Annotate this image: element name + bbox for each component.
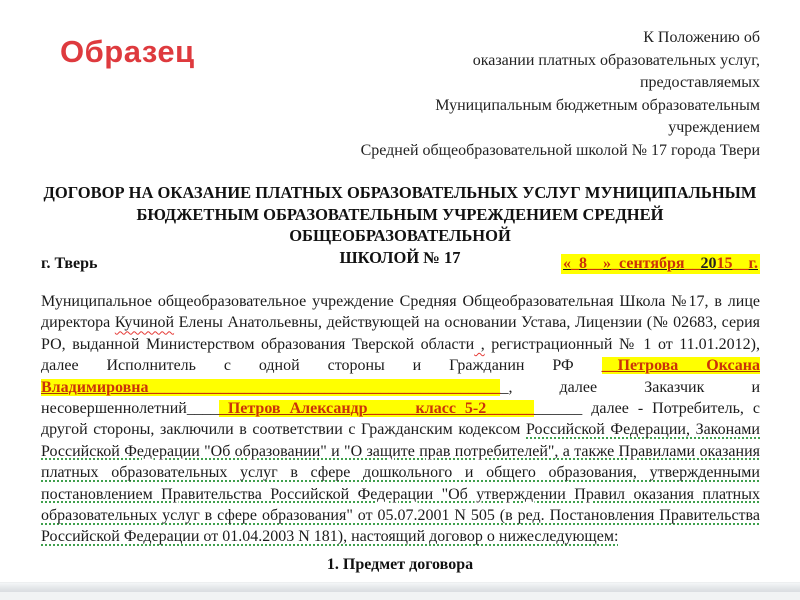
date-year-prefix: 20 xyxy=(700,255,717,272)
body-run: Муниципальное общеобразовательное учреждение Средняя Общеобразовательная Школа №17, в лице директора xyxy=(41,293,760,332)
city-label: г. Тверь xyxy=(41,255,98,272)
contract-title-line: ДОГОВОР НА ОКАЗАНИЕ ПЛАТНЫХ ОБРАЗОВАТЕЛЬНЫХ УСЛУГ МУНИЦИПАЛЬНЫМ xyxy=(43,183,757,202)
header-note-line: учреждением xyxy=(668,119,760,136)
body-run: Елены Анатольевны, действующей на основании Устава, Лицензии (№ 02683, серия РО, выданной Министерством образования Тверской области xyxy=(41,314,761,353)
body-run-spellcheck: , xyxy=(474,335,485,353)
header-note-line: предоставляемых xyxy=(639,74,760,91)
body-run: регистрационный № 1 от 11.01.2012), далее Исполнитель с одной стороны и Гражданин РФ xyxy=(41,335,761,375)
student-name-highlight: Петров Александр______класс 5-2______ xyxy=(218,400,535,418)
bottom-background xyxy=(0,592,800,600)
header-note-line: Муниципальным бюджетным образовательным xyxy=(435,96,760,114)
body-run: _, далее Заказчик и несовершеннолетний____ xyxy=(41,378,760,418)
body-run: ______ далее - Потребитель, с другой стороны, заключили в соответствии с Гражданским кодексом xyxy=(41,400,760,439)
date-day-month: «_8__»_сентября__ xyxy=(563,255,701,272)
sample-watermark: Образец xyxy=(60,34,195,69)
contract-body-paragraph xyxy=(41,291,760,548)
header-note-line: оказании платных образовательных услуг, xyxy=(472,51,760,69)
header-note-line: К Положению об xyxy=(643,29,760,46)
contract-date xyxy=(561,254,760,274)
contract-title-line: ШКОЛОЙ № 17 xyxy=(339,247,461,267)
header-note xyxy=(330,27,760,162)
place-and-date-row xyxy=(41,254,760,274)
date-year-suffix: 15__г. xyxy=(716,255,758,272)
header-note-line: Средней общеобразовательной школой № 17 города Твери xyxy=(360,141,760,159)
customer-name-highlight: __Петрова Оксана Владимировна____________________________________________ xyxy=(41,357,760,396)
body-run-spellcheck: Кучиной xyxy=(114,314,175,332)
contract-title-line: БЮДЖЕТНЫМ ОБРАЗОВАТЕЛЬНЫМ УЧРЕЖДЕНИЕМ СРЕДНЕЙ ОБЩЕОБРАЗОВАТЕЛЬНОЙ xyxy=(136,204,664,245)
body-run-grammar-underline: Российской Федерации, Законами Российской Федерации "Об образовании" и "О защите прав потребителей", а также Правилами оказания платных образовательных услуг в сфере дошкольного и общего образования, утвержденными постановлением Правительства Российской Федерации "Об утверждении Правил оказания платных образовательных услуг в сфере образования" от 05.07.2001 N 505 (в ред. Постановления Правительства Российской Федерации от 01.04.2003 N 181), настоящий договор о нижеследующем: xyxy=(41,421,760,546)
section-1-heading: 1. Предмет договора xyxy=(326,556,474,573)
